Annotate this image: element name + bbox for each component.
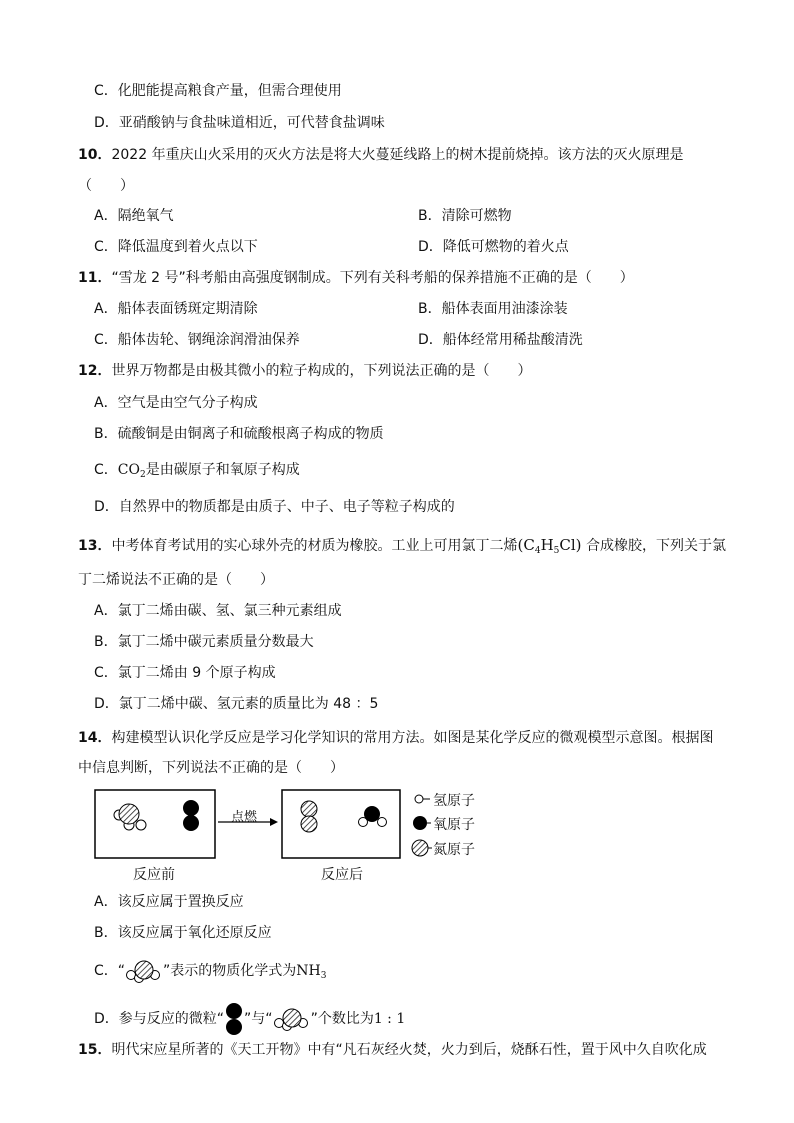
q11-option-b: B．船体表面用油漆涂装 [418, 301, 568, 317]
q14-number: 14． [78, 730, 112, 746]
q12-option-c-label: C． [94, 462, 118, 478]
legend-nitrogen-icon [412, 840, 432, 856]
q12-option-d: D．自然界中的物质都是由质子、中子、电子等粒子构成的 [94, 499, 455, 515]
q12-number: 12． [78, 363, 112, 379]
nh3-formula-subscript: 3 [320, 971, 327, 981]
q10-option-d: D．降低可燃物的着火点 [418, 239, 569, 255]
q12-option-a: A．空气是由空气分子构成 [94, 395, 258, 411]
nh3-molecule-before [114, 804, 146, 830]
q10-number: 10． [78, 147, 112, 163]
o2-molecule-icon [224, 1002, 244, 1036]
q12-option-c-text: 是由碳原子和氧原子构成 [145, 462, 300, 478]
after-caption: 反应后 [321, 867, 363, 883]
q11-stem-text: “雪龙 2 号”科考船由高强度钢制成。下列有关科考船的保养措施不正确的是（ ） [111, 270, 634, 286]
q14-option-b: B．该反应属于氧化还原反应 [94, 925, 272, 941]
q14-option-d-and: ”与“ [244, 1011, 273, 1027]
q12-stem-text: 世界万物都是由极其微小的粒子构成的，下列说法正确的是（ ） [111, 363, 532, 379]
nh3-formula [296, 963, 326, 979]
o2-molecule-before [183, 800, 199, 831]
q14-option-c-text: ”表示的物质化学式为 [163, 963, 297, 979]
q13-stem-line2: 丁二烯说法不正确的是（ ） [78, 572, 274, 588]
q13-option-a: A．氯丁二烯由碳、氢、氯三种元素组成 [94, 603, 342, 619]
q12-option-b: B．硫酸铜是由铜离子和硫酸根离子构成的物质 [94, 426, 384, 442]
q14-option-d-label: D．参与反应的微粒“ [94, 1011, 225, 1027]
legend-hydrogen-label: 氢原子 [433, 793, 475, 809]
formula-hydrogen: H [540, 536, 554, 554]
q10-answer-paren: （ ） [78, 178, 134, 194]
q13-option-b: B．氯丁二烯中碳元素质量分数最大 [94, 634, 314, 650]
q13-stem-text-b: 合成橡胶，下列关于氯 [585, 538, 726, 554]
legend-hydrogen-icon [415, 795, 430, 803]
formula-paren-close: ) [575, 536, 582, 554]
h2o-molecule-after [359, 806, 387, 827]
q11-option-a: A．船体表面锈斑定期清除 [94, 301, 258, 317]
nh3-molecule-icon [125, 959, 163, 983]
n2-molecule-after [301, 801, 317, 832]
q14-option-d-ratio: 1 : 1 [373, 1011, 406, 1027]
q14-stem-line2: 中信息判断，下列说法不正确的是（ ） [78, 760, 344, 776]
arrow-head [270, 818, 278, 826]
q14-option-a: A．该反应属于置换反应 [94, 894, 244, 910]
q10-option-a: A．隔绝氧气 [94, 208, 174, 224]
nh3-formula-base: NH [296, 963, 321, 979]
legend-oxygen-label: 氧原子 [433, 817, 475, 833]
co2-formula-subscript: 2 [139, 470, 146, 480]
q14-option-c [94, 959, 327, 986]
q13-stem-text-a: 中考体育考试用的实心球外壳的材质为橡胶。工业上可用氯丁二烯 [111, 538, 518, 554]
arrow-label: 点燃 [231, 810, 258, 825]
q15-stem [78, 1040, 707, 1060]
co2-formula-base: CO [117, 462, 140, 478]
formula-carbon: C [523, 536, 535, 554]
q13-number: 13． [78, 538, 112, 554]
q15-stem-text: 明代宋应星所著的《天工开物》中有“凡石灰经火焚，火力到后，烧酥石性，置于风中久自吹化成 [111, 1042, 707, 1058]
formula-hydrogen-sub: 5 [553, 546, 560, 556]
q10-option-c: C．降低温度到着火点以下 [94, 239, 258, 255]
q13-option-d: D．氯丁二烯中碳、氢元素的质量比为 48 ：5 [94, 696, 379, 712]
q11-number: 11． [78, 270, 112, 286]
q9-option-c: C．化肥能提高粮食产量，但需合理使用 [94, 83, 342, 99]
q14-option-d [94, 1002, 405, 1036]
legend-oxygen-icon [413, 816, 431, 830]
q15-number: 15． [78, 1042, 112, 1058]
q14-option-c-label: C．“ [94, 963, 126, 979]
q10-option-b: B．清除可燃物 [418, 208, 512, 224]
q13-option-c: C．氯丁二烯由 9 个原子构成 [94, 665, 276, 681]
q9-option-d: D．亚硝酸钠与食盐味道相近，可代替食盐调味 [94, 115, 385, 131]
nh3-molecule-icon-d [273, 1007, 311, 1031]
formula-carbon-sub: 4 [534, 546, 541, 556]
q14-stem-text: 构建模型认识化学反应是学习化学知识的常用方法。如图是某化学反应的微观模型示意图。根据图 [111, 730, 714, 746]
formula-paren-open: ( [517, 536, 524, 554]
q14-option-d-text: ”个数比为 [310, 1011, 374, 1027]
formula-chlorine: Cl [559, 536, 576, 554]
q11-option-d: D．船体经常用稀盐酸清洗 [418, 332, 583, 348]
legend-nitrogen-label: 氮原子 [433, 842, 475, 858]
before-caption: 反应前 [133, 867, 175, 883]
q10-stem-text: 2022 年重庆山火采用的灭火方法是将大火蔓延线路上的树木提前烧掉。该方法的灭火原理是 [111, 147, 684, 163]
q11-option-c: C．船体齿轮、钢绳涂润滑油保养 [94, 332, 300, 348]
